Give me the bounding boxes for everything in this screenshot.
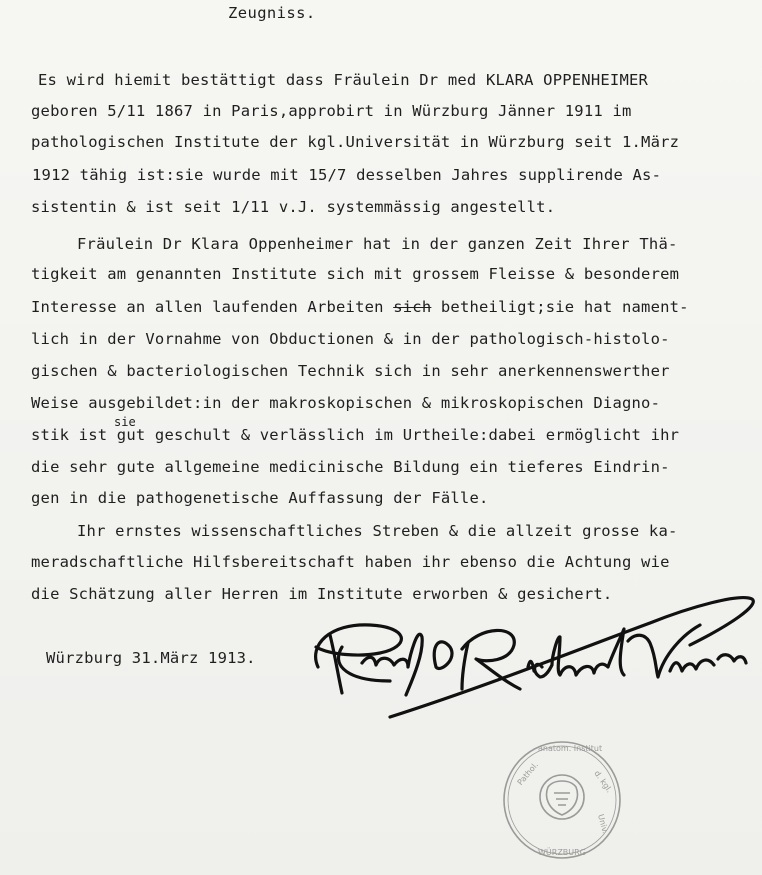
paragraph2-line1: Fräulein Dr Klara Oppenheimer hat in der ganzen Zeit Ihrer Thä- [77,235,678,253]
paragraph2-line4: lich in der Vornahme von Obductionen & in der pathologisch-histolo- [31,330,670,348]
document-title: Zeugniss. [228,4,316,22]
date-place: Würzburg 31.März 1913. [46,649,256,667]
paragraph3-line1: Ihr ernstes wissenschaftliches Streben & die allzeit grosse ka- [77,522,678,540]
paragraph2-line3 [31,300,689,316]
paragraph1-line2: geboren 5/11 1867 in Paris,approbirt in Würzburg Jänner 1911 im [31,102,632,120]
svg-text:d. kgl.: d. kgl. [592,768,614,795]
paragraph1-line5: sistentin & ist seit 1/11 v.J. systemmässig angestellt. [31,198,556,216]
handwritten-insert: sie [114,415,136,429]
paragraph2-line8: die sehr gute allgemeine medicinische Bildung ein tieferes Eindrin- [31,458,670,476]
svg-text:WÜRZBURG: WÜRZBURG [538,848,586,857]
paragraph2-line6: Weise ausgebildet:in der makroskopischen & mikroskopischen Diagno- [31,394,661,412]
paragraph2-line2: tigkeit am genannten Institute sich mit grossem Fleisse & besonderem [31,265,680,283]
institute-stamp [500,735,625,865]
paragraph3-line2: meradschaftliche Hilfsbereitschaft haben ihr ebenso die Achtung wie [31,553,670,571]
paragraph1-line3: pathologischen Institute der kgl.Universität in Würzburg seit 1.März [31,133,680,151]
paragraph2-line3-before: Interesse an allen laufenden Arbeiten [31,298,394,316]
svg-text:Univ.: Univ. [596,813,610,835]
paragraph3-line3: die Schätzung aller Herren im Institute erworben & gesichert. [31,585,613,603]
struck-word: sich [393,298,432,316]
paragraph1-line1: Es wird hiemit bestättigt dass Fräulein Dr med KLARA OPPENHEIMER [38,71,649,89]
paragraph2-line9: gen in die pathogenetische Auffassung der Fälle. [31,489,489,507]
paragraph2-line7: stik ist gut geschult & verlässlich im Urtheile:dabei ermöglicht ihr [31,426,680,444]
svg-text:Pathol.: Pathol. [515,760,541,788]
paragraph1-line4: 1912 tähig ist:sie wurde mit 15/7 desselben Jahres supplirende As- [32,166,662,184]
paragraph2-line5: gischen & bacteriologischen Technik sich in sehr anerkennenswerther [31,362,670,380]
svg-text:anatom. Institut: anatom. Institut [538,744,603,753]
signature [290,585,755,735]
paragraph2-line3-after: betheiligt;sie hat nament- [431,298,689,316]
